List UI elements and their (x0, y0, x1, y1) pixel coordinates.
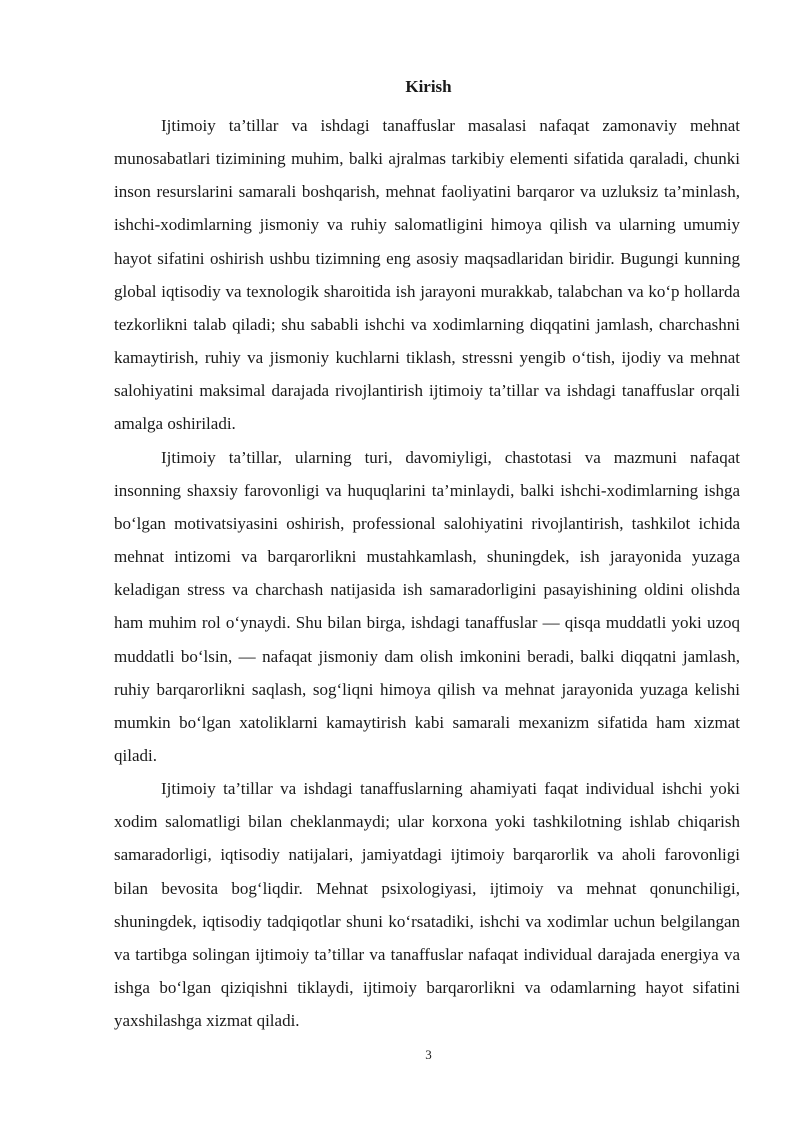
body-text (114, 109, 740, 1037)
paragraph-1: Ijtimoiy ta’tillar va ishdagi tanaffuslar masalasi nafaqat zamonaviy mehnat munosabatlari tizimining muhim, balki ajralmas tarkibiy elementi sifatida qaraladi, chunki inson resurslarini samarali boshqarish, mehnat faoliyatini barqaror va uzluksiz ta’minlash, ishchi-xodimlarning jismoniy va ruhiy salomatligini himoya qilish va ularning umumiy hayot sifatini oshirish ushbu tizimning eng asosiy maqsadlaridan biridir. Bugungi kunning global iqtisodiy va texnologik sharoitida ish jarayoni murakkab, talabchan va ko‘p hollarda tezkorlikni talab qiladi; shu sababli ishchi va xodimlarning diqqatini jamlash, charchashni kamaytirish, ruhiy va jismoniy kuchlarni tiklash, stressni yengib o‘tish, ijodiy va mehnat salohiyatini maksimal darajada rivojlantirish ijtimoiy ta’tillar va ishdagi tanaffuslar orqali amalga oshiriladi. (114, 116, 740, 434)
section-title: Kirish (405, 77, 452, 96)
page-number: 3 (425, 1047, 432, 1062)
paragraph-2: Ijtimoiy ta’tillar, ularning turi, davomiyligi, chastotasi va mazmuni nafaqat insonning shaxsiy farovonligi va huquqlarini ta’minlaydi, balki ishchi-xodimlarning ishga bo‘lgan motivatsiyasini oshirish, professional salohiyatini rivojlantirish, tashkilot ichida mehnat intizomi va barqarorlikni mustahkamlash, shuningdek, ish jarayonida yuzaga keladigan stress va charchash natijasida ish samaradorligini pasayishining oldini olishda ham muhim rol o‘ynaydi. Shu bilan birga, ishdagi tanaffuslar — qisqa muddatli yoki uzoq muddatli bo‘lsin, — nafaqat jismoniy dam olish imkonini beradi, balki diqqatni jamlash, ruhiy barqarorlikni saqlash, sog‘liqni himoya qilish va mehnat jarayonida yuzaga kelishi mumkin bo‘lgan xatoliklarni kamaytirish kabi samarali mexanizm sifatida ham xizmat qiladi. (114, 447, 740, 765)
paragraph-3: Ijtimoiy ta’tillar va ishdagi tanaffuslarning ahamiyati faqat individual ishchi yoki xodim salomatligi bilan cheklanmaydi; ular korxona yoki tashkilotning ishlab chiqarish samaradorligi, iqtisodiy natijalari, jamiyatdagi ijtimoiy barqarorlik va aholi farovonligi bilan bevosita bog‘liqdir. Mehnat psixologiyasi, ijtimoiy va mehnat qonunchiligi, shuningdek, iqtisodiy tadqiqotlar shuni ko‘rsatadiki, ishchi va xodimlar uchun belgilangan va tartibga solingan ijtimoiy ta’tillar va tanaffuslar nafaqat individual darajada energiya va ishga bo‘lgan qiziqishni tiklaydi, ijtimoiy barqarorlikni va odamlarning hayot sifatini yaxshilashga xizmat qiladi. (114, 779, 740, 1031)
